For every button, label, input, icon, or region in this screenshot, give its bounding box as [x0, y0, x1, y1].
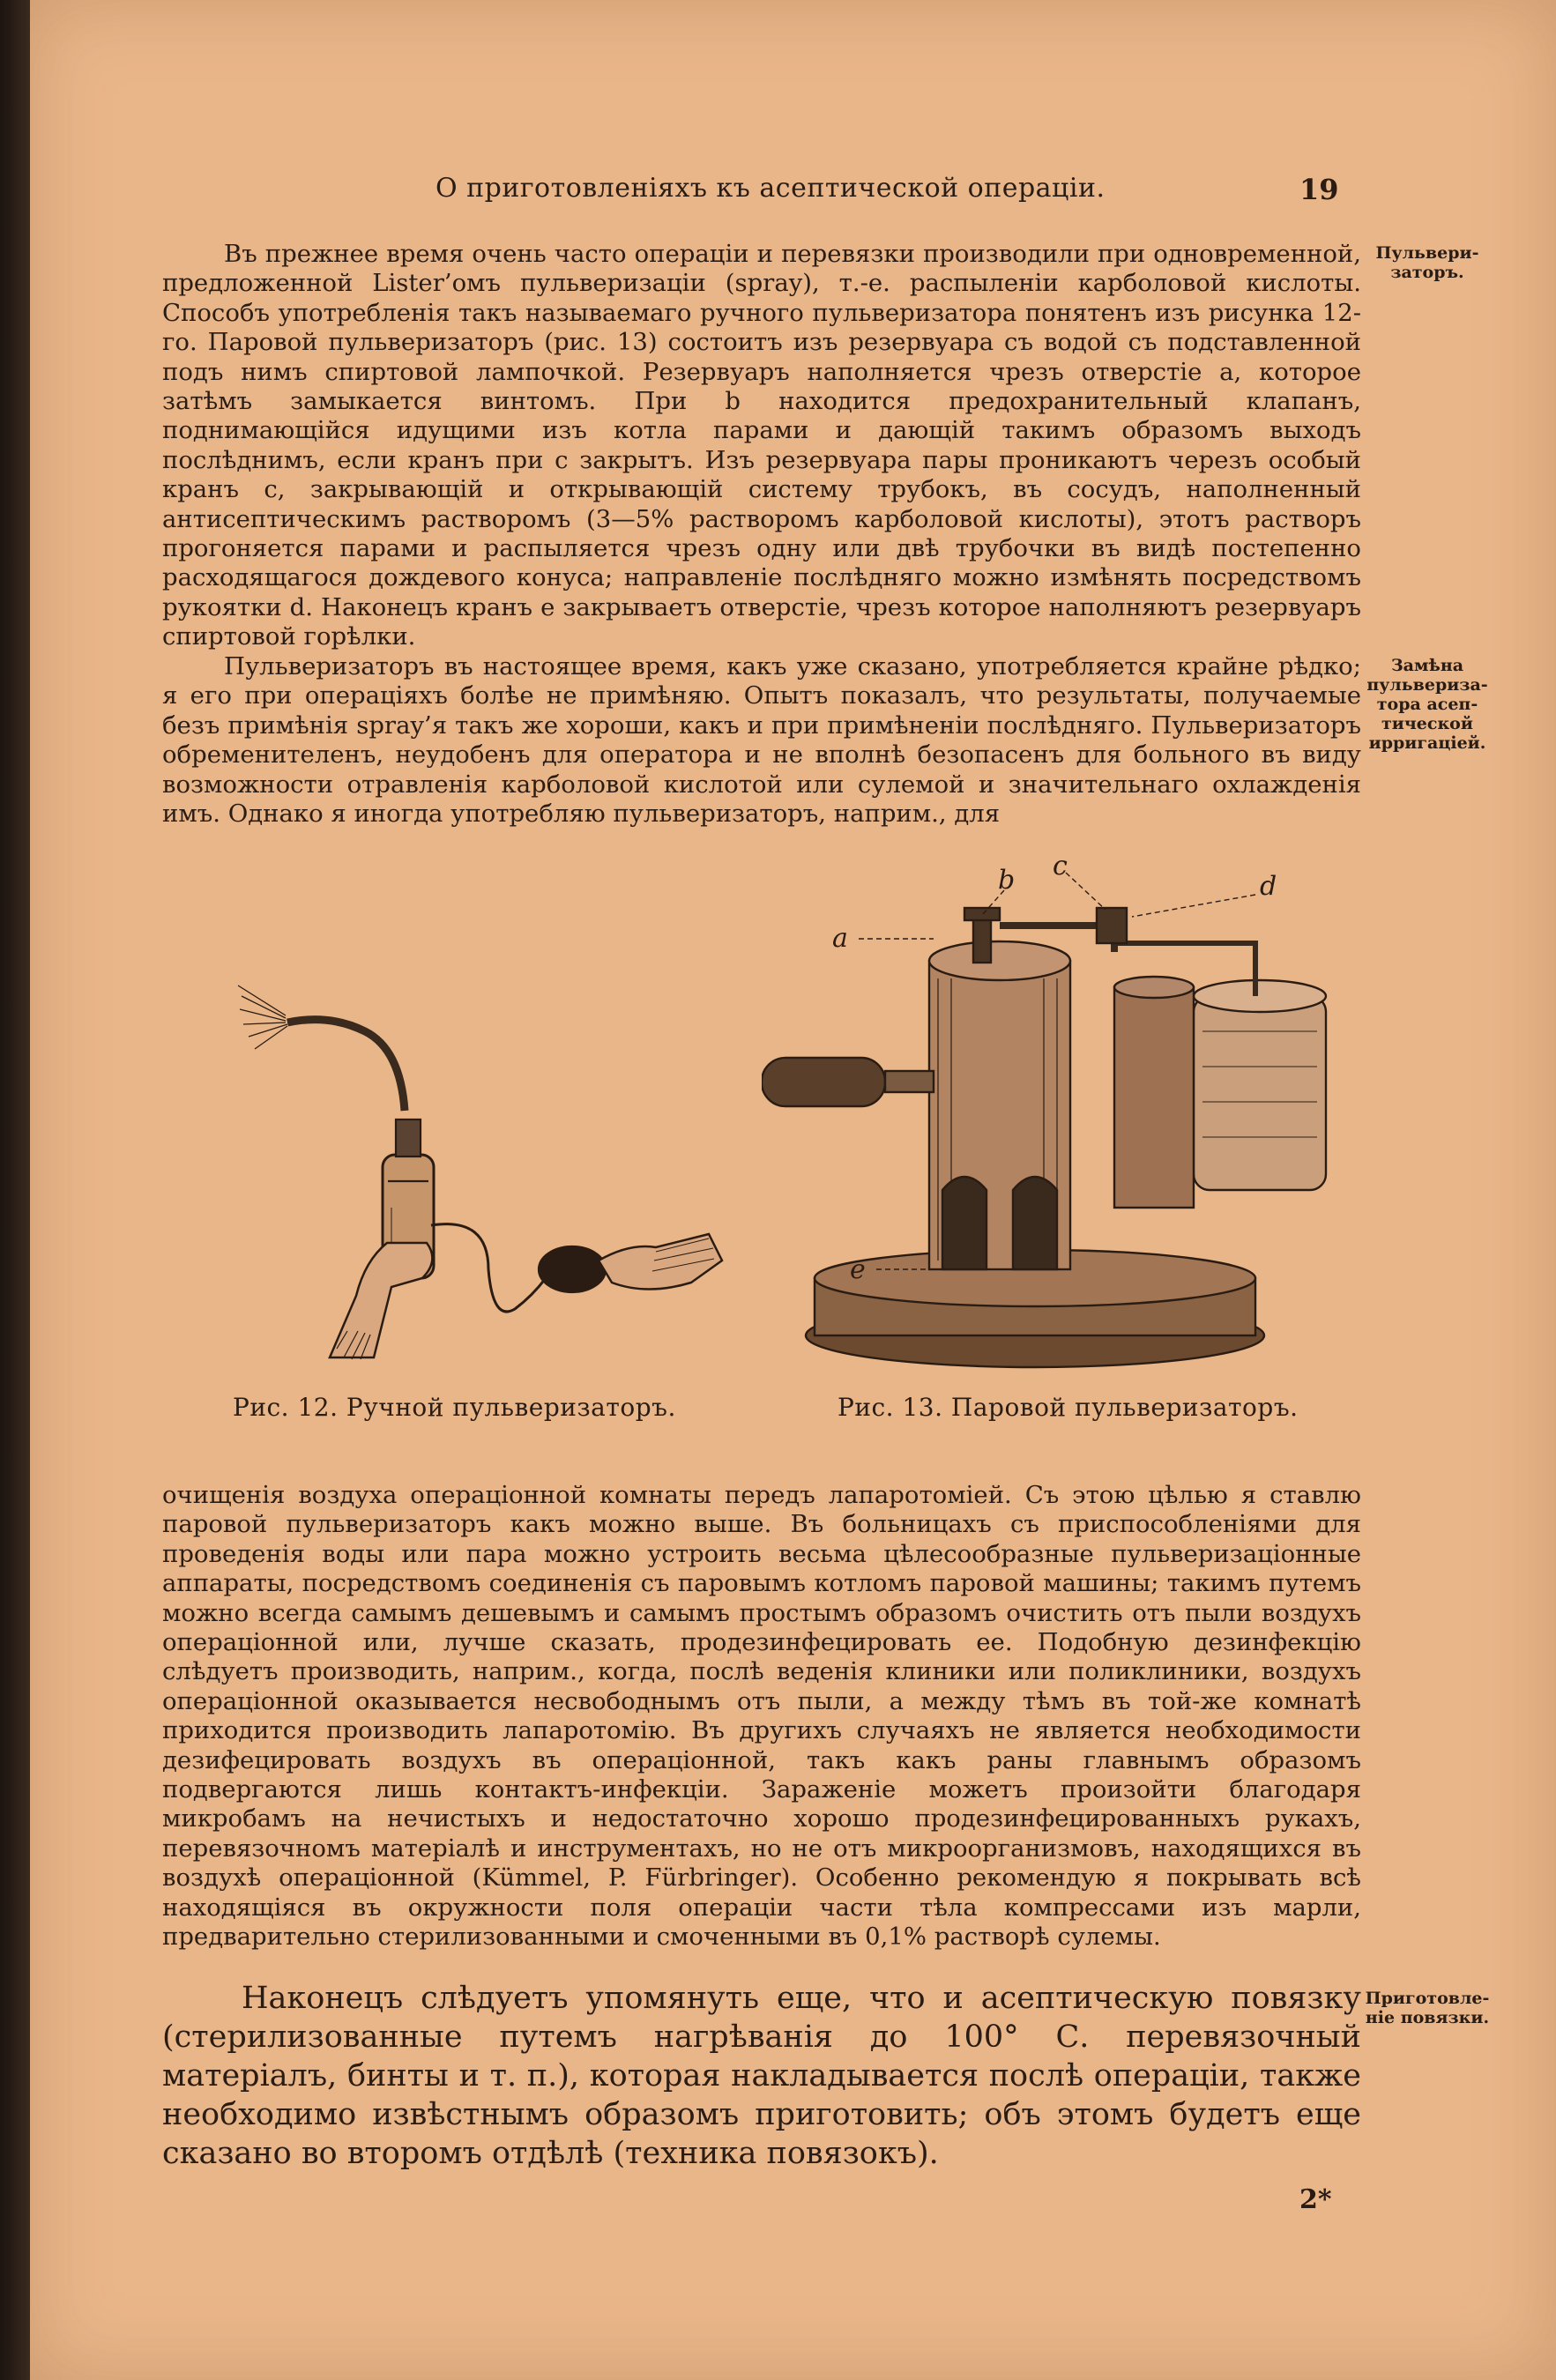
paragraph-spray-intro: [162, 240, 1361, 652]
book-page: [30, 0, 1556, 2380]
figure-steam-sprayer: [762, 855, 1361, 1375]
label-d: d: [1260, 871, 1277, 902]
spray-cone: [238, 985, 287, 1049]
label-b: b: [998, 865, 1016, 896]
running-title: О приготовленіяхъ къ асептической операціи.: [436, 173, 1106, 204]
paragraph-text: Наконецъ слѣдуетъ упомянуть еще, что и асептическую повязку (стерилизованные путемъ нагрѣванія до 100° С. перевязочный матеріалъ, бинты и т. п.), которая накладывается послѣ операціи, также необходимо извѣстнымъ образомъ приготовить; объ этомъ будетъ еще сказано во второмъ отдѣлѣ (техника повязокъ).: [162, 1981, 1361, 2171]
signature-mark: 2*: [1299, 2184, 1332, 2215]
paragraph-air-disinfection: [162, 1481, 1361, 1952]
label-a: a: [832, 923, 848, 954]
figure-hand-sprayer: [233, 978, 726, 1375]
paragraph-dressing: [162, 1979, 1361, 2173]
label-e: e: [850, 1254, 866, 1285]
paragraph-text: Пульверизаторъ въ настоящее время, какъ уже сказано, употребляется крайне рѣдко; я его при операціяхъ болѣе не примѣняю. Опытъ показалъ, что результаты, получаемые безъ примѣнія spray’я такъ же хороши, какъ и при примѣненіи послѣдняго. Пульверизаторъ обременителенъ, неудобенъ для оператора и не вполнѣ безопасенъ для больного въ виду возможности отравленія карболовой кислотой или сулемой и значительнаго охлажденія имъ. Однако я иногда употребляю пульверизаторъ, наприм., для: [162, 652, 1361, 829]
caption-fig13: Рис. 13. Паровой пульверизаторъ.: [838, 1393, 1299, 1422]
caption-fig12: Рис. 12. Ручной пульверизаторъ.: [233, 1393, 676, 1422]
paragraph-text: очищенія воздуха операціонной комнаты передъ лапаротоміей. Съ этою цѣлью я ставлю паровой пульверизаторъ какъ можно выше. Въ больницахъ съ приспособленіями для проведенія воды или пара можно устроить весьма цѣлесообразные пульверизаціонные аппараты, посредствомъ соединенія съ паровымъ котломъ паровой машины; такимъ путемъ можно всегда самымъ дешевымъ и самымъ простымъ образомъ очистить отъ пыли воздухъ операціонной или, лучше сказать, продезинфецировать ее. Подобную дезинфекцію слѣдуетъ производить, наприм., когда, послѣ веденія клиники или поликлиники, воздухъ операціонной оказывается несвободнымъ отъ пыли, а между тѣмъ въ той-же комнатѣ приходится производить лапаротомію. Въ другихъ случаяхъ не является необходимости дезифецировать воздухъ въ операціонной, такъ какъ раны главнымъ образомъ подвергаются лишь контактъ-инфекціи. Зараженіе можетъ произойти благодаря микробамъ на нечистыхъ и недостаточно хорошо продезинфецированныхъ рукахъ, перевязочномъ матеріалѣ и инструментахъ, но не отъ микроорганизмовъ, находящихся въ воздухѣ операціонной (Kümmel, P. Fürbringer). Особенно рекомендую я покрывать всѣ находящіяся въ окружности поля операціи части тѣла компрессами изъ марли, предварительно стерилизованными и смоченными въ 0,1% растворѣ сулемы.: [162, 1481, 1361, 1952]
margin-note-spray: Пульвери- заторъ.: [1375, 243, 1479, 282]
scan-edge: [0, 0, 30, 2380]
page-number: 19: [1299, 173, 1339, 206]
label-c: c: [1053, 855, 1068, 881]
margin-note-dressing: Приготовле- ніе повязки.: [1365, 1989, 1490, 2027]
margin-note-replacement: Замѣна пульвериза- тора асеп- тической ирригаціей.: [1366, 656, 1488, 753]
paragraph-spray-rare: [162, 652, 1361, 829]
paragraph-text: Въ прежнее время очень часто операціи и перевязки производили при одновременной, предложенной Lister’омъ пульверизаціи (spray), т.-е. распыленіи карболовой кислоты. Способъ употребленія такъ называемаго ручного пульверизатора понятенъ изъ рисунка 12-го. Паровой пульверизаторъ (рис. 13) состоитъ изъ резервуара съ водой съ подставленной подъ нимъ спиртовой лампочкой. Резервуаръ наполняется чрезъ отверстіе a, которое затѣмъ замыкается винтомъ. При b находится предохранительный клапанъ, поднимающійся идущими изъ котла парами и дающій такимъ образомъ выходъ послѣднимъ, если кранъ при c закрытъ. Изъ резервуара пары проникаютъ черезъ особый кранъ c, закрывающій и открывающій систему трубокъ, въ сосудъ, наполненный антисептическимъ растворомъ (3—5% растворомъ карболовой кислоты), этотъ растворъ прогоняется парами и распыляется чрезъ одну или двѣ трубочки въ видѣ постепенно расходящагося дождевого конуса; направленіе послѣдняго можно измѣнять посредствомъ рукоятки d. Наконецъ кранъ e закрываетъ отверстіе, чрезъ которое наполняютъ резервуаръ спиртовой горѣлки.: [162, 240, 1361, 651]
